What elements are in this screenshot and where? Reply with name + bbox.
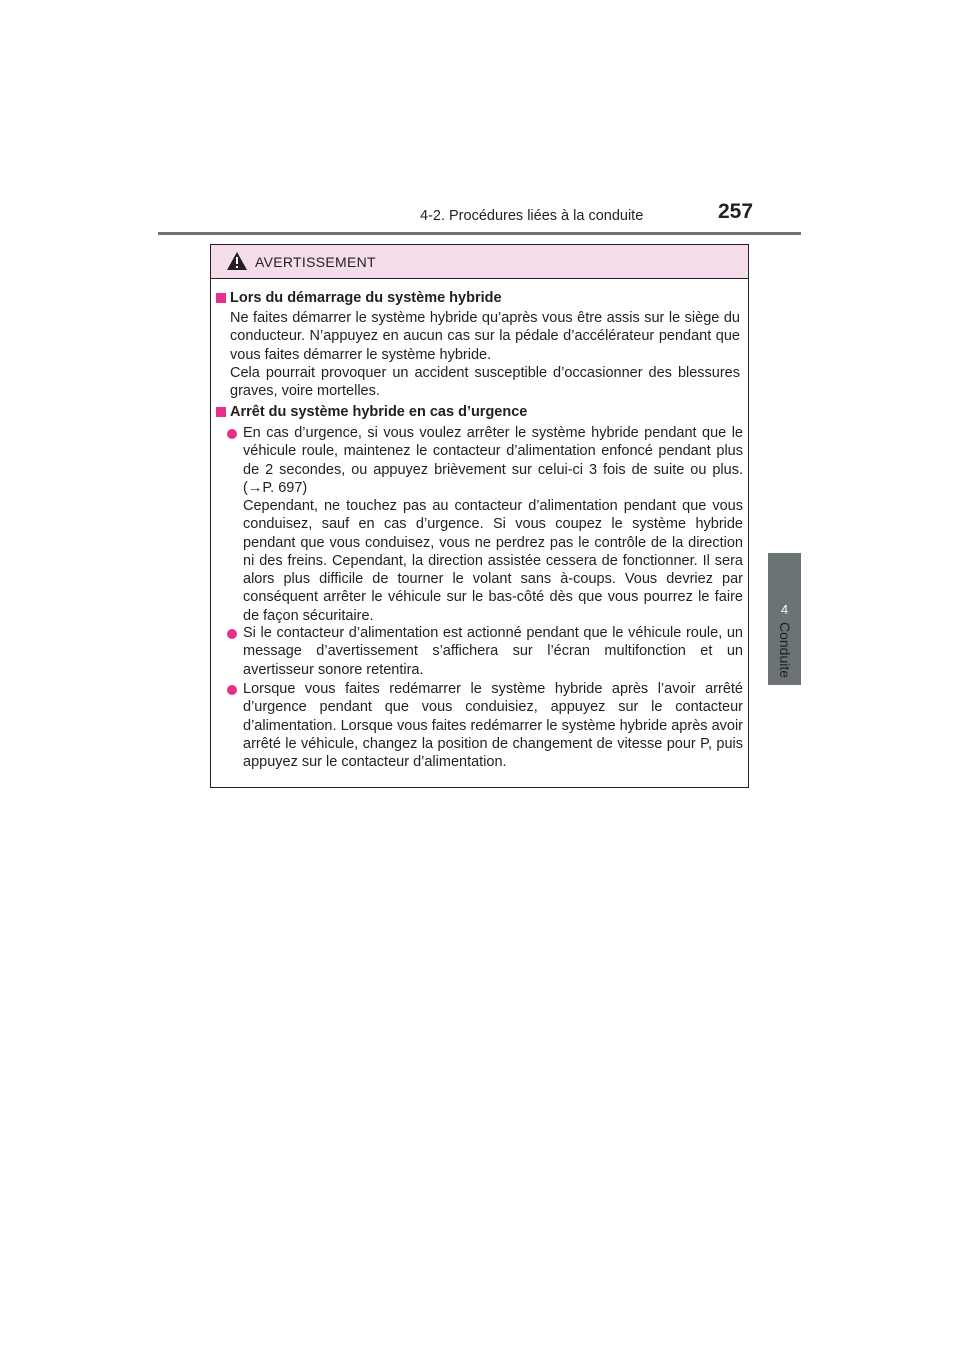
chapter-label xyxy=(770,620,800,680)
paragraph: Cela pourrait provoquer un accident susceptible d’occasionner des blessures graves, voire mortelles. xyxy=(230,365,740,400)
bullet-icon xyxy=(227,685,237,695)
section-title: 4-2. Procédures liées à la conduite xyxy=(420,208,644,224)
section-heading-text: Lors du démarrage du système hybride xyxy=(230,290,502,306)
page-number: 257 xyxy=(718,200,754,223)
section-start xyxy=(216,290,746,310)
bullet-icon xyxy=(227,429,237,439)
section-heading xyxy=(216,290,746,310)
section-heading-text: Arrêt du système hybride en cas d’urgence xyxy=(230,404,528,420)
bullet-text: Si le contacteur d’alimentation est actionné pendant que le véhicule roule, un message d’avertissement s’affichera sur l’écran multifonction et un avertisseur sonore retentira. xyxy=(243,625,743,678)
bullet-text: Lorsque vous faites redémarrer le système hybride après l’avoir arrêté d’urgence pendant que vous conduisiez, appuyez sur le contacteur d’alimentation. Lorsque vous faites redémarrer le système hybride après avoir arrêté le véhicule, changez la position de changement de vitesse pour P, puis appuyez sur le contacteur d’alimentation. xyxy=(243,681,743,771)
section-marker-icon xyxy=(216,293,226,303)
bullet-icon xyxy=(227,629,237,639)
bullet-continuation: Cependant, ne touchez pas au contacteur d’alimentation pendant que vous conduisez, sauf en cas d’urgence. Si vous coupez le système hybride pendant que vous conduisez, vous ne perdrez pas le contrôle de la direction ni des freins. Cependant, la direction assistée cessera de fonctionner. Il sera alors plus difficile de tourner le volant sans à-coups. Vous devriez par conséquent arrêter le véhicule sur le bas-côté dès que vous pourrez le faire de façon sécuritaire. xyxy=(243,498,743,624)
header-divider xyxy=(158,232,801,235)
bullet-text: En cas d’urgence, si vous voulez arrêter le système hybride pendant que le véhicule roule, maintenez le contacteur d’alimentation enfoncé pendant plus de 2 secondes, ou appuyez brièvement sur celui-ci 3 fois de suite ou plus. (→P. 697) xyxy=(243,425,743,496)
section-heading xyxy=(216,404,746,424)
warning-content xyxy=(211,279,748,787)
warning-box xyxy=(210,244,749,788)
warning-triangle-icon xyxy=(226,251,248,271)
chapter-number: 4 xyxy=(780,602,789,617)
section-emergency-stop xyxy=(216,404,746,424)
chapter-label-text: Conduite xyxy=(777,621,793,679)
warning-header xyxy=(211,245,748,279)
warning-title: AVERTISSEMENT xyxy=(255,254,376,270)
paragraph: Ne faites démarrer le système hybride qu’après vous être assis sur le siège du conducteur. N’appuyez en aucun cas sur la pédale d’accélérateur pendant que vous faites démarrer le système hybride. xyxy=(230,310,740,363)
section-marker-icon xyxy=(216,407,226,417)
